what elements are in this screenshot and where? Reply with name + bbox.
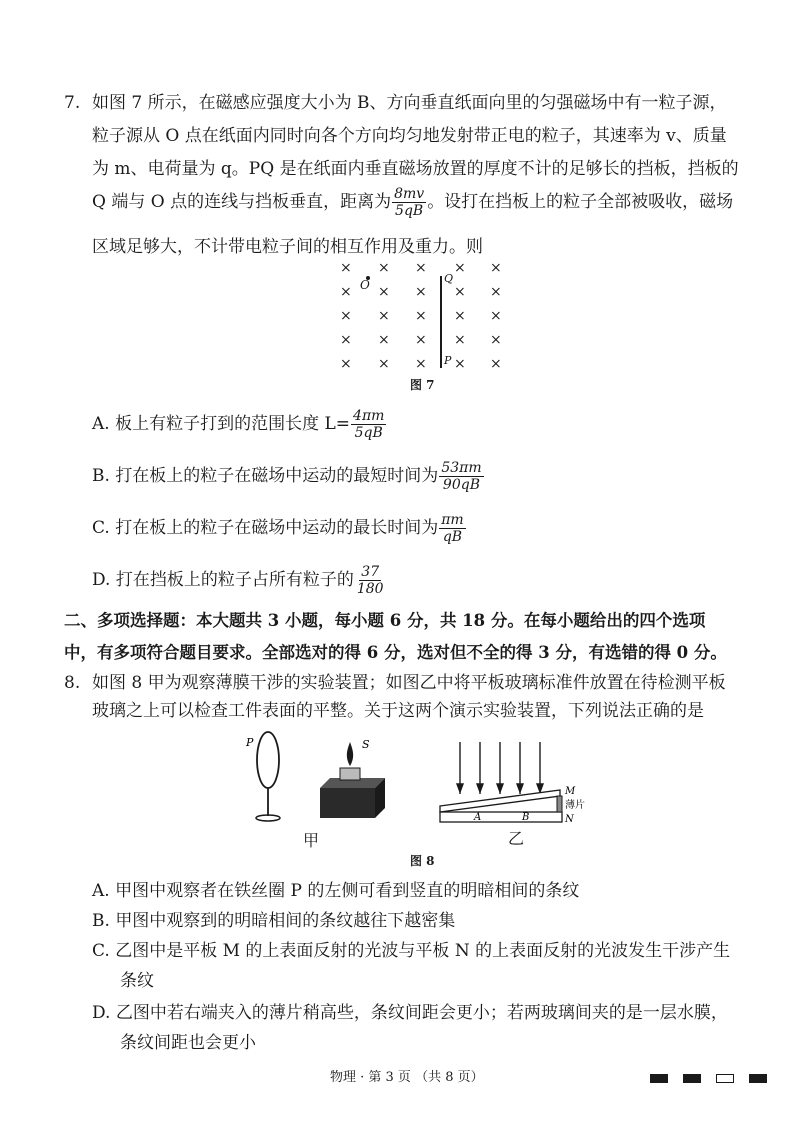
option-label: A. bbox=[92, 414, 110, 434]
cross-mark: × bbox=[454, 308, 466, 324]
cross-mark: × bbox=[340, 356, 352, 372]
q8-option-c-continued: 条纹 bbox=[120, 971, 154, 991]
cross-mark: × bbox=[454, 356, 466, 372]
fraction-denominator: 5qB bbox=[395, 203, 424, 219]
option-label: D. bbox=[92, 570, 111, 590]
section-2-line-2: 中，有多项符合题目要求。全部选对的得 6 分，选对但不全的得 3 分，有选错的得 0 分。 bbox=[64, 643, 727, 662]
alignment-mark-filled bbox=[650, 1074, 668, 1083]
section-2-line-1: 二、多项选择题：本大题共 3 小题，每小题 6 分，共 18 分。在每小题给出的四个选项 bbox=[64, 611, 706, 630]
label-thin-sheet: 薄片 bbox=[565, 800, 585, 811]
fraction-numerator: πm bbox=[441, 512, 464, 528]
q7-line-4 bbox=[92, 186, 733, 219]
option-text: 甲图中观察者在铁丝圈 P 的左侧可看到竖直的明暗相间的条纹 bbox=[115, 881, 580, 901]
cross-mark: × bbox=[415, 356, 427, 372]
cross-mark: × bbox=[490, 356, 502, 372]
alcohol-lamp bbox=[340, 768, 360, 780]
label-p: P bbox=[246, 736, 254, 749]
option-fraction bbox=[439, 460, 483, 493]
cross-mark: × bbox=[454, 332, 466, 348]
option-text: 打在板上的粒子在磁场中运动的最长时间为 bbox=[115, 518, 439, 538]
label-m: M bbox=[565, 786, 576, 797]
q8-line-2: 玻璃之上可以检查工件表面的平整。关于这两个演示实验装置，下列说法正确的是 bbox=[92, 701, 704, 721]
option-label: B. bbox=[92, 466, 110, 486]
cross-mark: × bbox=[378, 284, 390, 300]
figure-7-caption: 图 7 bbox=[410, 378, 435, 392]
fraction-numerator: 4πm bbox=[353, 408, 385, 424]
cross-mark: × bbox=[454, 260, 466, 276]
figure-yi-label: 乙 bbox=[508, 829, 525, 848]
cross-mark: × bbox=[490, 284, 502, 300]
q7-option-b bbox=[92, 460, 485, 493]
cross-mark: × bbox=[340, 284, 352, 300]
q8-option-c bbox=[92, 940, 730, 962]
cross-mark: × bbox=[378, 260, 390, 276]
q7-number: 7. bbox=[64, 93, 81, 113]
fraction-numerator: 37 bbox=[361, 564, 380, 580]
cross-mark: × bbox=[490, 332, 502, 348]
thin-sheet bbox=[557, 796, 562, 812]
cross-mark: × bbox=[378, 332, 390, 348]
cross-mark: × bbox=[490, 308, 502, 324]
page-footer: 物理 · 第 3 页 （共 8 页） bbox=[330, 1070, 484, 1085]
figure-8-jia bbox=[240, 728, 400, 828]
label-a: A bbox=[474, 812, 482, 823]
figure-8-caption: 图 8 bbox=[410, 854, 435, 868]
option-fraction bbox=[351, 408, 386, 441]
q7-line-1: 如图 7 所示，在磁感应强度大小为 B、方向垂直纸面向里的匀强磁场中有一粒子源， bbox=[92, 93, 727, 113]
option-fraction bbox=[439, 512, 465, 545]
q7-option-a bbox=[92, 408, 387, 441]
label-s: S bbox=[362, 738, 370, 751]
option-text: 板上有粒子打到的范围长度 L= bbox=[115, 414, 351, 434]
label-q: Q bbox=[444, 272, 454, 285]
cross-mark: × bbox=[415, 308, 427, 324]
alignment-mark-empty bbox=[716, 1074, 734, 1083]
fraction-denominator: 5qB bbox=[354, 425, 383, 441]
cross-mark: × bbox=[415, 284, 427, 300]
q7-line-4-post: 。设打在挡板上的粒子全部被吸收，磁场 bbox=[427, 192, 734, 212]
cross-mark: × bbox=[454, 284, 466, 300]
q8-option-b bbox=[92, 910, 455, 932]
alignment-marks bbox=[640, 1068, 767, 1087]
fraction-numerator: 8mv bbox=[394, 186, 425, 202]
figure-jia-label: 甲 bbox=[303, 831, 320, 850]
q8-number: 8. bbox=[64, 673, 81, 693]
plate-pq bbox=[440, 276, 442, 368]
q7-distance-fraction bbox=[392, 186, 426, 219]
q7-option-c bbox=[92, 512, 467, 545]
q7-line-5: 区域足够大，不计带电粒子间的相互作用及重力。则 bbox=[92, 237, 483, 257]
q7-line-4-pre: Q 端与 O 点的连线与挡板垂直，距离为 bbox=[92, 192, 392, 212]
flame-icon bbox=[347, 742, 353, 766]
cross-mark: × bbox=[490, 260, 502, 276]
q7-line-3: 为 m、电荷量为 q。PQ 是在纸面内垂直磁场放置的厚度不计的足够长的挡板，挡板的 bbox=[92, 159, 739, 179]
alignment-mark-filled bbox=[683, 1074, 701, 1083]
plate-n bbox=[440, 812, 562, 822]
figure-8-yi bbox=[430, 738, 590, 828]
label-p: P bbox=[444, 354, 452, 367]
option-text: 甲图中观察到的明暗相间的条纹越往下越密集 bbox=[115, 911, 456, 931]
label-b: B bbox=[522, 812, 530, 823]
cross-mark: × bbox=[378, 308, 390, 324]
option-label: C. bbox=[92, 518, 110, 538]
cross-mark: × bbox=[415, 332, 427, 348]
incident-light-rays bbox=[457, 742, 543, 794]
cross-mark: × bbox=[378, 356, 390, 372]
q7-line-2: 粒子源从 O 点在纸面内同时向各个方向均匀地发射带正电的粒子，其速率为 v、质量 bbox=[92, 126, 727, 146]
q8-option-a bbox=[92, 880, 579, 902]
option-label: C. bbox=[92, 941, 110, 961]
cross-mark: × bbox=[340, 308, 352, 324]
q8-option-d bbox=[92, 1002, 728, 1024]
label-o: O bbox=[360, 278, 370, 292]
label-n: N bbox=[565, 814, 574, 825]
wire-loop bbox=[257, 732, 279, 788]
option-text: 乙图中若右端夹入的薄片稍高些，条纹间距会更小；若两玻璃间夹的是一层水膜， bbox=[115, 1003, 728, 1023]
fraction-denominator: qB bbox=[442, 529, 463, 545]
option-label: A. bbox=[92, 881, 110, 901]
alignment-mark-filled bbox=[749, 1074, 767, 1083]
option-label: D. bbox=[92, 1003, 111, 1023]
fraction-denominator: 90qB bbox=[442, 477, 480, 493]
option-text: 打在挡板上的粒子占所有粒子的 bbox=[115, 570, 354, 590]
cross-mark: × bbox=[340, 332, 352, 348]
q8-option-d-continued: 条纹间距也会更小 bbox=[120, 1033, 256, 1053]
q7-option-d bbox=[92, 564, 387, 597]
option-fraction bbox=[355, 564, 386, 597]
figure-7 bbox=[330, 258, 530, 388]
option-text: 乙图中是平板 M 的上表面反射的光波与平板 N 的上表面反射的光波发生干涉产生 bbox=[115, 941, 731, 961]
fraction-numerator: 53πm bbox=[441, 460, 482, 476]
q8-line-1: 如图 8 甲为观察薄膜干涉的实验装置；如图乙中将平板玻璃标准件放置在待检测平板 bbox=[92, 673, 726, 693]
option-text: 打在板上的粒子在磁场中运动的最短时间为 bbox=[115, 466, 439, 486]
cross-mark: × bbox=[415, 260, 427, 276]
fraction-denominator: 180 bbox=[356, 581, 384, 597]
lamp-base bbox=[320, 788, 375, 818]
option-label: B. bbox=[92, 911, 110, 931]
cross-mark: × bbox=[340, 260, 352, 276]
